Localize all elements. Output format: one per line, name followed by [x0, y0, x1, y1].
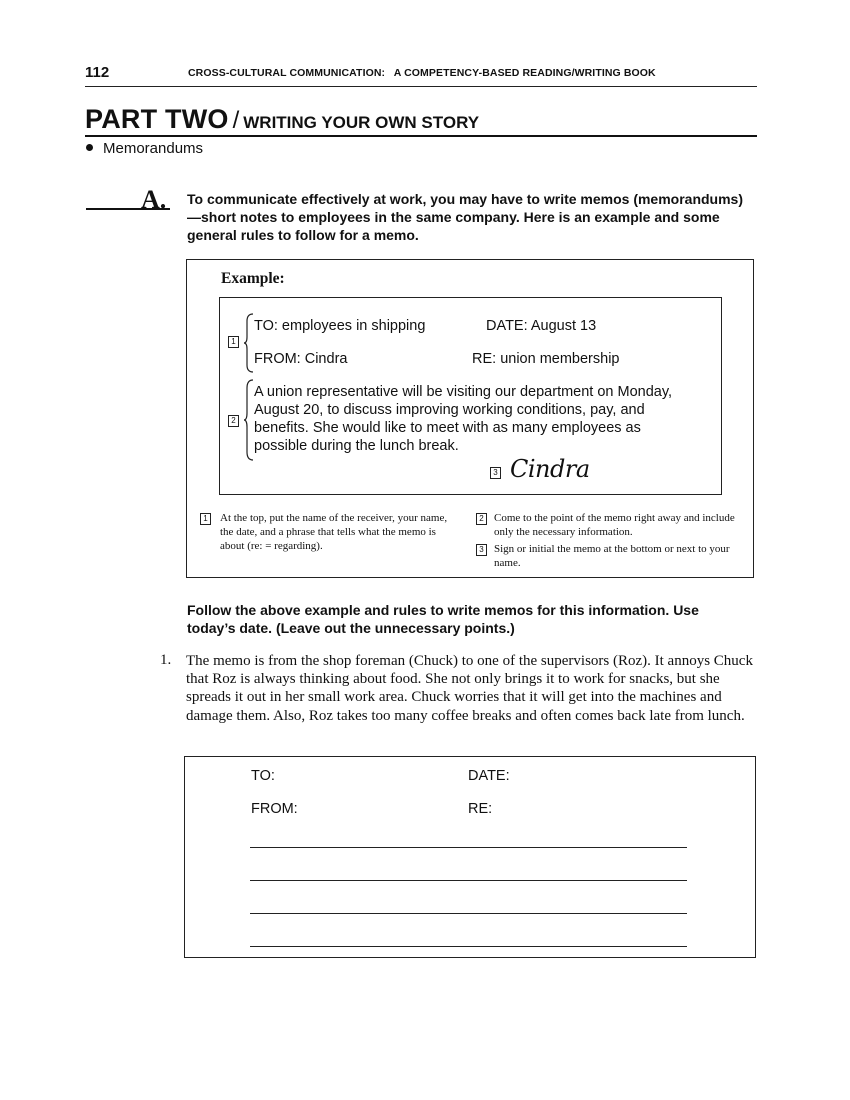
memo-body-line: August 20, to discuss improving working conditions, pay, and — [254, 402, 645, 418]
part-title-main: PART TWO — [85, 104, 229, 134]
running-head: CROSS-CULTURAL COMMUNICATION: A COMPETENCY-BASED READING/WRITING BOOK — [188, 67, 656, 79]
brace-body-icon — [244, 379, 254, 461]
answer-date-label: DATE: — [468, 768, 510, 784]
memo-re: RE: union membership — [472, 351, 620, 367]
answer-from-field[interactable] — [302, 801, 452, 819]
rule-3-text: Sign or initial the memo at the bottom or next to your name. — [494, 543, 730, 569]
marker-1-icon: 1 — [228, 336, 239, 348]
answer-date-field[interactable] — [515, 768, 685, 786]
rule-1-number-icon: 1 — [200, 513, 211, 525]
rule-3-number-icon: 3 — [476, 544, 487, 556]
rule-1-text: At the top, put the name of the receiver, your name, the date, and a phrase that tells what the memo is about (re: = regarding). — [220, 512, 448, 552]
answer-to-label: TO: — [251, 768, 275, 784]
part-title — [85, 104, 479, 135]
answer-writing-line[interactable] — [250, 847, 687, 848]
answer-writing-line[interactable] — [250, 946, 687, 947]
part-title-sub: WRITING YOUR OWN STORY — [243, 113, 480, 132]
section-label: Memorandums — [103, 140, 204, 157]
memo-to: TO: employees in shipping — [254, 318, 426, 334]
memo-body-line: A union representative will be visiting our department on Monday, — [254, 384, 673, 400]
memo-body-line: benefits. She would like to meet with as many employees as — [254, 420, 641, 436]
exercise-instructions: To communicate effectively at work, you may have to write memos (memorandums)—short notes to employees in the same company. Here is an example and some general rules to follow for a memo. — [187, 191, 744, 243]
exercise-letter: A. — [141, 185, 167, 214]
part-divider — [85, 135, 757, 137]
answer-re-field[interactable] — [496, 801, 686, 819]
marker-2-icon: 2 — [228, 415, 239, 427]
rule-2-text: Come to the point of the memo right away and include only the necessary information. — [494, 512, 735, 538]
answer-writing-line[interactable] — [250, 913, 687, 914]
task-instructions: Follow the above example and rules to write memos for this information. Use today’s date. (Leave out the unnecessary points.) — [187, 602, 699, 636]
answer-memo-form — [184, 756, 756, 958]
memo-body — [254, 383, 704, 455]
answer-to-field[interactable] — [280, 768, 450, 786]
answer-re-label: RE: — [468, 801, 493, 817]
answer-from-label: FROM: — [251, 801, 298, 817]
example-label: Example: — [221, 270, 285, 287]
task-item-text: The memo is from the shop foreman (Chuck) to one of the supervisors (Roz). It annoys Chuck that Roz is always thinking about food. She not only brings it to work for snacks, but she spreads it out in her small work area. Chuck worries that it will get into the machines and damage them. Also, Roz takes too many coffee breaks and often comes back late from lunch. — [186, 653, 753, 724]
part-title-separator: / — [232, 107, 240, 134]
memo-from: FROM: Cindra — [254, 351, 348, 367]
memo-body-line: possible during the lunch break. — [254, 438, 459, 454]
memo-date: DATE: August 13 — [486, 318, 597, 334]
answer-writing-line[interactable] — [250, 880, 687, 881]
section-heading — [86, 140, 203, 157]
marker-3-icon: 3 — [490, 467, 501, 479]
header-divider — [85, 86, 757, 87]
memo-signature: Cindra — [510, 455, 590, 483]
bullet-icon — [86, 144, 93, 151]
task-item-number: 1. — [160, 652, 172, 668]
brace-header-icon — [244, 313, 254, 373]
page-number: 112 — [85, 64, 110, 81]
rule-2-number-icon: 2 — [476, 513, 487, 525]
